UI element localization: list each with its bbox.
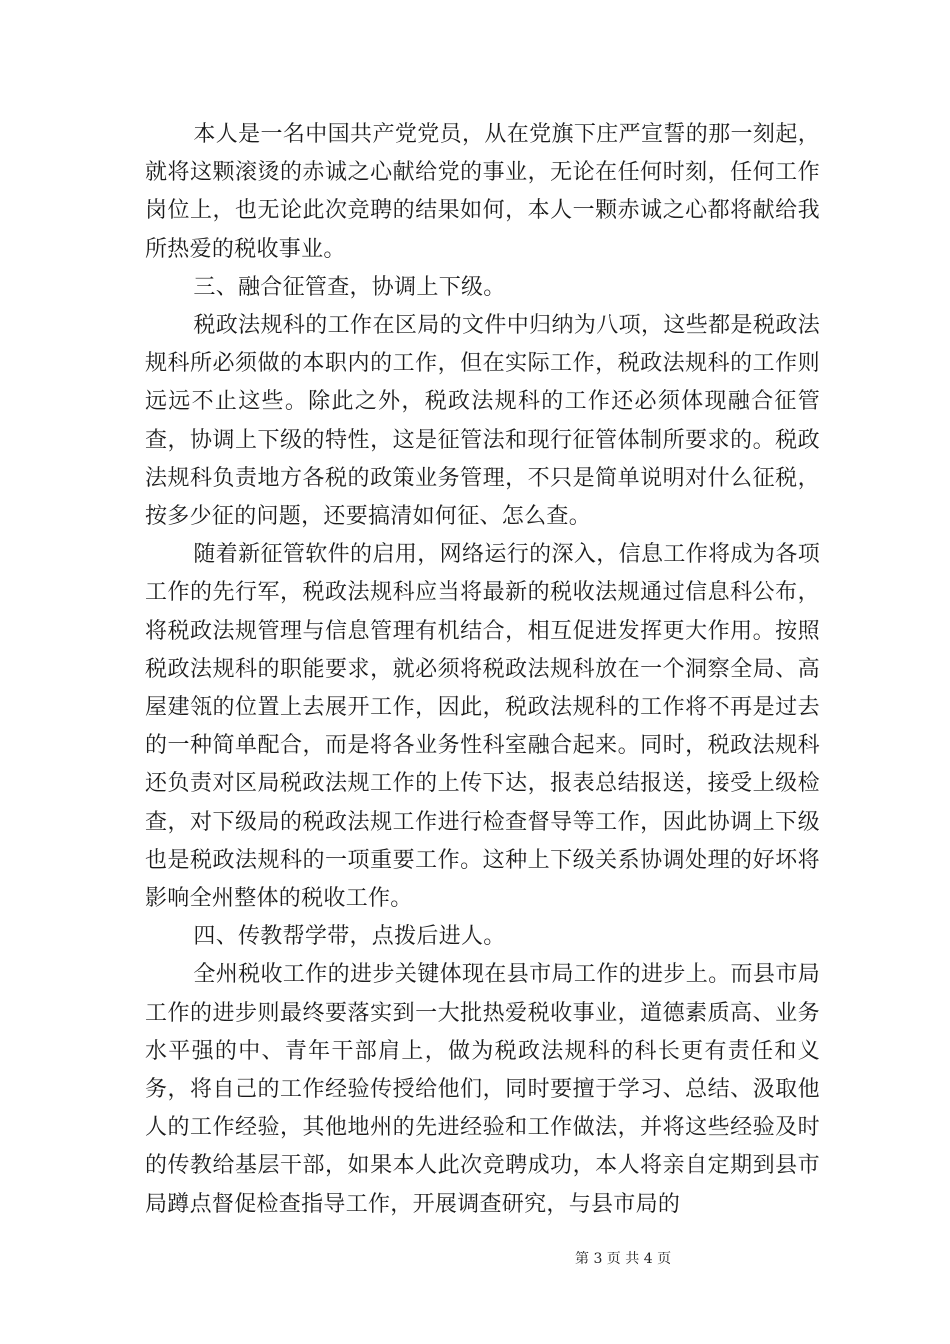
paragraph-party-member: 本人是一名中国共产党党员，从在党旗下庄严宣誓的那一刻起，就将这颗滚烫的赤诚之心献给党的事业，无论在任何时刻，任何工作岗位上，也无论此次竞聘的结果如何，本人一颗赤诚之心都将献给我所热爱的税收事业。	[145, 122, 820, 262]
document-body	[145, 116, 820, 1224]
paragraph-county-progress: 全州税收工作的进步关键体现在县市局工作的进步上。而县市局工作的进步则最终要落实到一大批热爱税收事业，道德素质高、业务水平强的中、青年干部肩上，做为税政法规科的科长更有责任和义务，将自己的工作经验传授给他们，同时要擅于学习、总结、汲取他人的工作经验，其他地州的先进经验和工作做法，并将这些经验及时的传教给基层干部，如果本人此次竞聘成功，本人将亲自定期到县市局蹲点督促检查指导工作，开展调查研究，与县市局的	[145, 962, 820, 1217]
paragraph-tax-policy-duties: 税政法规科的工作在区局的文件中归纳为八项，这些都是税政法规科所必须做的本职内的工作，但在实际工作，税政法规科的工作则远远不止这些。除此之外，税政法规科的工作还必须体现融合征管查，协调上下级的特性，这是征管法和现行征管体制所要求的。税政法规科负责地方各税的政策业务管理，不只是简单说明对什么征税，按多少征的问题，还要搞清如何征、怎么查。	[145, 313, 820, 530]
paragraph-information-work: 随着新征管软件的启用，网络运行的深入，信息工作将成为各项工作的先行军，税政法规科应当将最新的税收法规通过信息科公布，将税政法规管理与信息管理有机结合，相互促进发挥更大作用。按照税政法规科的职能要求，就必须将税政法规科放在一个洞察全局、高屋建瓴的位置上去展开工作，因此，税政法规科的工作将不再是过去的一种简单配合，而是将各业务性科室融合起来。同时，税政法规科还负责对区局税政法规工作的上传下达，报表总结报送，接受上级检查，对下级局的税政法规工作进行检查督导等工作，因此协调上下级也是税政法规科的一项重要工作。这种上下级关系协调处理的好坏将影响全州整体的税收工作。	[145, 542, 820, 912]
page-footer	[0, 1248, 950, 1268]
page-number: 第 3 页 共 4 页	[575, 1251, 672, 1267]
section-heading-3: 三、融合征管查，协调上下级。	[193, 274, 506, 300]
section-heading-4: 四、传教帮学带，点拨后进人。	[193, 924, 506, 950]
